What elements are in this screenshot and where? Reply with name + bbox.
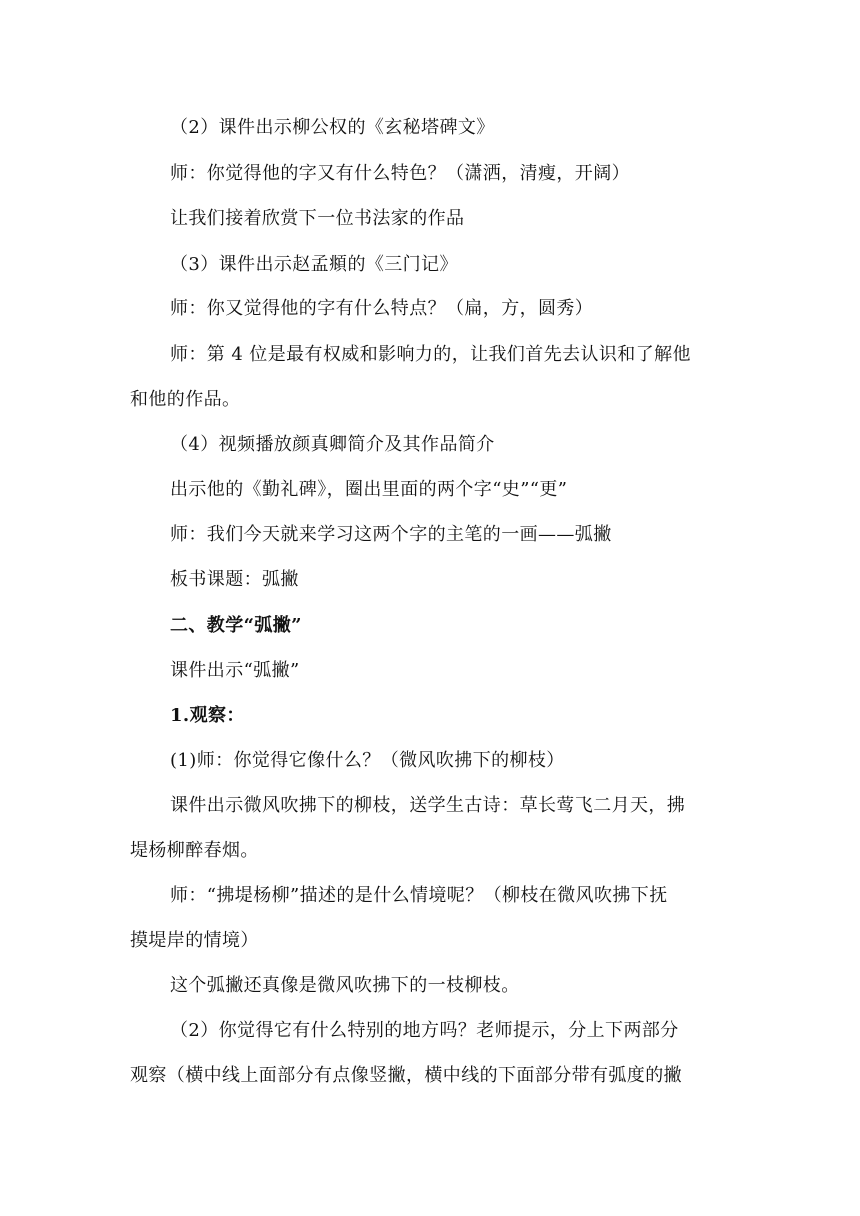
text-line: （2）你觉得它有什么特别的地方吗？老师提示，分上下两部分 xyxy=(170,1020,679,1041)
text-line: 课件出示微风吹拂下的柳枝，送学生古诗：草长莺飞二月天，拂 xyxy=(170,795,686,816)
text-line: （3）课件出示赵孟頫的《三门记》 xyxy=(170,254,458,275)
text-line: 课件出示“弧撇” xyxy=(170,660,300,681)
section-heading: 二、教学“弧撇” xyxy=(170,615,302,636)
text-line: 和他的作品。 xyxy=(130,389,241,410)
text-line: 师：“拂堤杨柳”描述的是什么情境呢？（柳枝在微风吹拂下抚 xyxy=(170,885,668,906)
text-line: 板书课题：弧撇 xyxy=(170,569,299,590)
text-line: （2）课件出示柳公权的《玄秘塔碑文》 xyxy=(170,117,495,138)
text-line: （4）视频播放颜真卿简介及其作品简介 xyxy=(170,434,495,455)
text-line: 出示他的《勤礼碑》，圈出里面的两个字“史”“更” xyxy=(170,479,568,500)
subsection-heading: 1.观察： xyxy=(170,705,245,726)
text-line: 师：我们今天就来学习这两个字的主笔的一画——弧撇 xyxy=(170,524,612,545)
text-line: 这个弧撇还真像是微风吹拂下的一枝柳枝。 xyxy=(170,975,520,996)
text-line: 观察（横中线上面部分有点像竖撇，横中线的下面部分带有弧度的撇 xyxy=(130,1065,682,1086)
text-line: 师：第 4 位是最有权威和影响力的，让我们首先去认识和了解他 xyxy=(170,344,691,365)
text-line: (1)师：你觉得它像什么？（微风吹拂下的柳枝） xyxy=(170,750,565,771)
text-line: 让我们接着欣赏下一位书法家的作品 xyxy=(170,208,465,229)
text-line: 堤杨柳醉春烟。 xyxy=(130,840,259,861)
text-line: 师：你又觉得他的字有什么特点？（扁，方，圆秀） xyxy=(170,298,594,319)
text-line: 师：你觉得他的字又有什么特色？（潇洒，清瘦，开阔） xyxy=(170,163,630,184)
text-line: 摸堤岸的情境） xyxy=(130,930,259,951)
